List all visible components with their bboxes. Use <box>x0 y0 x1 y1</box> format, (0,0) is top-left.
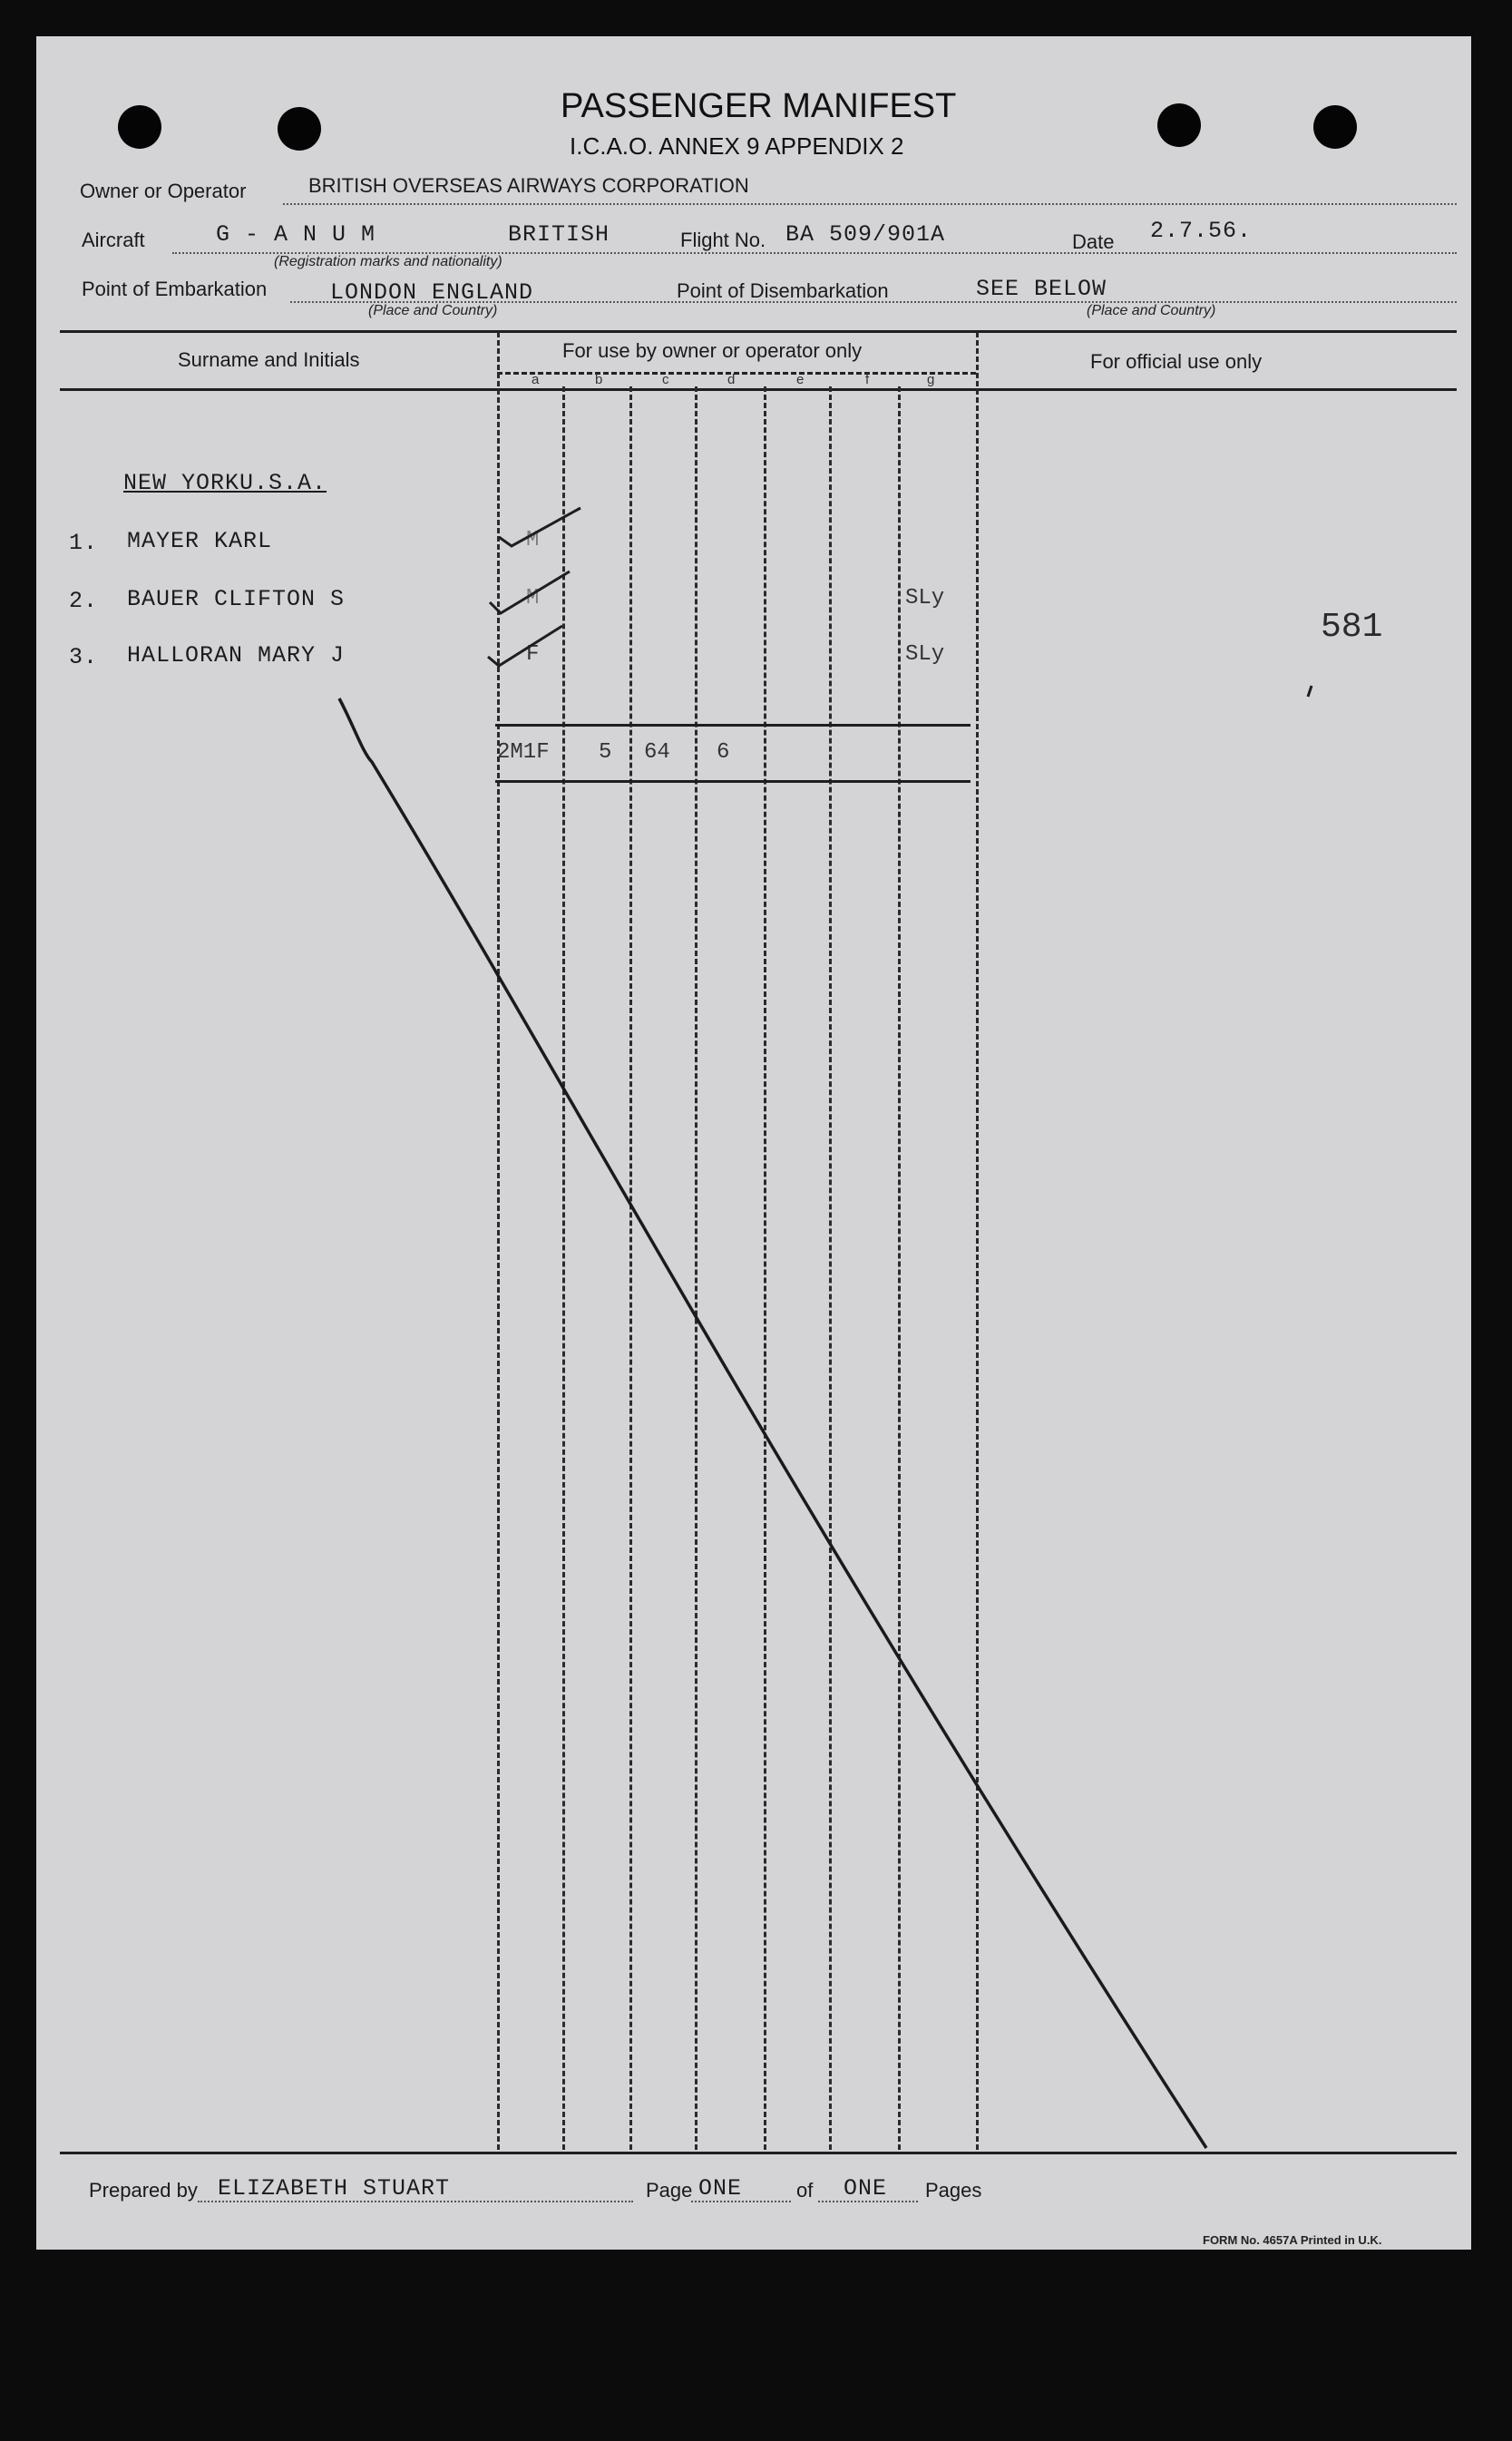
date-label: Date <box>1072 230 1115 253</box>
total-c: 64 <box>644 740 670 765</box>
column-divider <box>629 386 632 2150</box>
row-number: 1. <box>69 530 99 556</box>
passenger-name: HALLORAN MARY J <box>127 642 346 669</box>
row-number: 2. <box>69 588 99 614</box>
embark-value: LONDON ENGLAND <box>330 279 534 306</box>
footer-rule <box>60 2152 1457 2154</box>
row-number: 3. <box>69 644 99 670</box>
subcolumn-letter-d: d <box>727 372 736 387</box>
disembark-note: (Place and Country) <box>1087 303 1216 318</box>
column-divider <box>562 386 565 2150</box>
column-divider <box>829 386 832 2150</box>
date-value: 2.7.56. <box>1150 218 1253 244</box>
punch-hole-icon <box>1157 103 1201 147</box>
subcolumn-letter-c: c <box>662 372 669 387</box>
destination-heading: NEW YORKU.S.A. <box>123 470 327 496</box>
pen-tick-icon <box>1308 686 1312 697</box>
pages-label: Pages <box>925 2179 982 2202</box>
embark-note: (Place and Country) <box>368 303 498 318</box>
sex-code: M <box>526 586 540 610</box>
form-title: PASSENGER MANIFEST <box>561 87 957 125</box>
column-divider <box>898 386 901 2150</box>
punch-hole-icon <box>118 105 161 149</box>
column-divider <box>976 332 979 2150</box>
totals-bottom-rule <box>495 780 971 783</box>
column-divider <box>695 386 697 2150</box>
official-code: SLy <box>905 642 945 667</box>
subcolumn-letter-g: g <box>927 372 935 387</box>
sex-code: M <box>526 528 540 552</box>
totals-top-rule <box>495 724 971 727</box>
subcolumn-letter-a: a <box>532 372 540 387</box>
disembark-value: SEE BELOW <box>976 276 1107 302</box>
total-a: 2M1F <box>497 740 550 765</box>
passenger-name: BAUER CLIFTON S <box>127 586 346 612</box>
form-subtitle: I.C.A.O. ANNEX 9 APPENDIX 2 <box>570 132 904 160</box>
flight-value: BA 509/901A <box>785 221 946 248</box>
official-code: SLy <box>905 586 945 610</box>
page-label: Page <box>646 2179 693 2202</box>
table-top-rule <box>60 330 1457 333</box>
subcolumn-letter-b: b <box>595 372 603 387</box>
owner-use-column-header: For use by owner or operator only <box>562 339 863 362</box>
owner-value: BRITISH OVERSEAS AIRWAYS CORPORATION <box>308 174 749 197</box>
nationality-value: BRITISH <box>508 221 610 248</box>
registration-note: (Registration marks and nationality) <box>274 254 502 269</box>
prepared-by-label: Prepared by <box>89 2179 198 2202</box>
subcolumn-letter-f: f <box>865 372 870 387</box>
page-total-value: ONE <box>844 2175 888 2202</box>
column-divider <box>764 386 766 2150</box>
total-d: 6 <box>717 740 730 765</box>
passenger-name: MAYER KARL <box>127 528 273 554</box>
page-number-value: ONE <box>698 2175 743 2202</box>
punch-hole-icon <box>278 107 321 151</box>
table-header-rule <box>60 388 1457 391</box>
checkmark-icon <box>499 508 580 546</box>
subcolumn-rule <box>497 372 976 375</box>
official-use-column-header: For official use only <box>1090 350 1263 373</box>
aircraft-value: G - A N U M <box>216 221 376 248</box>
punch-hole-icon <box>1313 105 1357 149</box>
cancellation-line <box>339 698 1206 2148</box>
prepared-by-value: ELIZABETH STUART <box>218 2175 451 2202</box>
owner-dotted-line <box>283 203 1457 205</box>
of-label: of <box>796 2179 814 2202</box>
owner-label: Owner or Operator <box>80 180 247 202</box>
aircraft-label: Aircraft <box>82 229 145 251</box>
flight-label: Flight No. <box>680 229 766 251</box>
disembark-label: Point of Disembarkation <box>677 279 889 302</box>
official-stamp-number: 581 <box>1321 608 1383 647</box>
column-divider <box>497 332 500 2150</box>
embark-label: Point of Embarkation <box>82 278 268 300</box>
total-b: 5 <box>599 740 612 765</box>
surname-column-header: Surname and Initials <box>178 348 360 371</box>
subcolumn-letter-e: e <box>796 372 805 387</box>
form-number: FORM No. 4657A Printed in U.K. <box>1203 2233 1382 2247</box>
sex-code: F <box>526 642 540 667</box>
manifest-sheet <box>36 36 1471 2250</box>
